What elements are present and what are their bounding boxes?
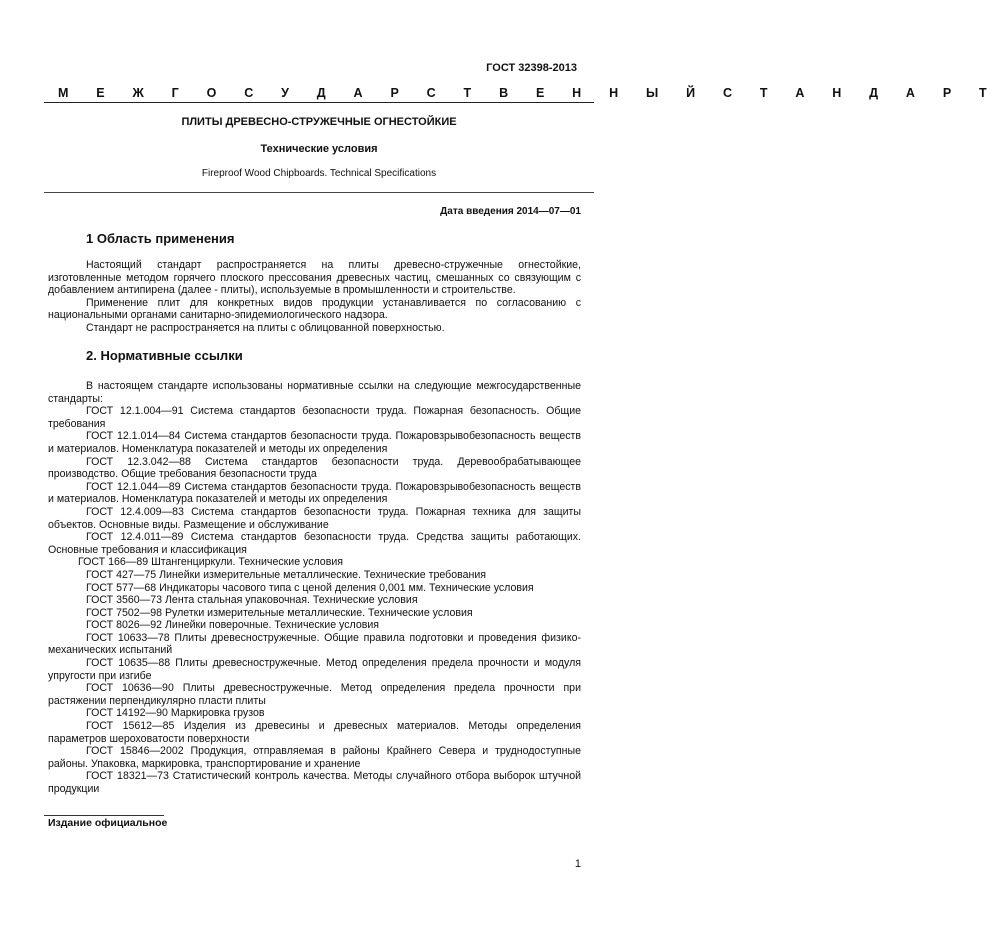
section-1-paragraph: Применение плит для конкретных видов продукции устанавливается по согласованию с национальными органами санитарно-эпидемиологического надзора. xyxy=(48,296,581,322)
reference-item: ГОСТ 12.1.014—84 Система стандартов безопасности труда. Пожаровзрывобезопасность веществ и материалов. Номенклатура показателей и методы их определения xyxy=(48,430,581,455)
reference-item: ГОСТ 18321—73 Статистический контроль качества. Методы случайного отбора выборок штучной продукции xyxy=(48,770,581,795)
official-edition-label: Издание официальное xyxy=(48,817,168,829)
reference-item: ГОСТ 10635—88 Плиты древесностружечные. Метод определения предела прочности и модуля упругости при изгибе xyxy=(48,657,581,682)
reference-item: ГОСТ 12.4.009—83 Система стандартов безопасности труда. Пожарная техника для защиты объектов. Основные виды. Размещение и обслуживание xyxy=(48,505,581,531)
reference-item: ГОСТ 12.1.044—89 Система стандартов безопасности труда. Пожаровзрывобезопасность веществ и материалов. Номенклатура показателей и методы их определения xyxy=(48,480,581,506)
section-2-intro: В настоящем стандарте использованы нормативные ссылки на следующие межгосударственные стандарты: xyxy=(48,380,581,405)
top-rule xyxy=(44,102,594,103)
reference-item: ГОСТ 3560—73 Лента стальная упаковочная. Технические условия xyxy=(86,594,418,607)
reference-item: ГОСТ 15846—2002 Продукция, отправляемая в районы Крайнего Севера и труднодоступные районы. Упаковка, маркировка, транспортирование и хранение xyxy=(48,745,581,770)
reference-item: ГОСТ 12.1.004—91 Система стандартов безопасности труда. Пожарная безопасность. Общие требования xyxy=(48,405,581,430)
footer-rule xyxy=(44,815,164,816)
document-code: ГОСТ 32398-2013 xyxy=(486,62,577,74)
section-1-body xyxy=(48,259,581,335)
reference-item: ГОСТ 577—68 Индикаторы часового типа с ценой деления 0,001 мм. Технические условия xyxy=(86,581,534,594)
standard-banner: М Е Ж Г О С У Д А Р С Т В Е Н Н Ы Й С Т А Н Д А Р Т xyxy=(58,86,999,100)
section-1-paragraph: Настоящий стандарт распространяется на плиты древесно-стружечные огнестойкие, изготовленные методом горячего плоского прессования древесных частиц, смешанных со связующим с добавлением антипирена (далее - плиты), используемые в промышленности и строительстве. xyxy=(48,259,581,297)
document-subtitle: Технические условия xyxy=(260,143,378,155)
reference-item: ГОСТ 427—75 Линейки измерительные металлические. Технические требования xyxy=(86,568,486,581)
document-title: ПЛИТЫ ДРЕВЕСНО-СТРУЖЕЧНЫЕ ОГНЕСТОЙКИЕ xyxy=(181,116,457,128)
reference-item: ГОСТ 7502—98 Рулетки измерительные металлические. Технические условия xyxy=(86,606,473,619)
section-2-heading: 2. Нормативные ссылки xyxy=(86,348,243,363)
introduction-date: Дата введения 2014—07—01 xyxy=(440,206,581,217)
title-rule xyxy=(44,192,594,193)
section-1-heading: 1 Область применения xyxy=(86,231,235,246)
reference-item: ГОСТ 14192—90 Маркировка грузов xyxy=(86,707,265,720)
section-2-body xyxy=(48,380,581,796)
reference-item: ГОСТ 10633—78 Плиты древесностружечные. Общие правила подготовки и проведения физико-механических испытаний xyxy=(48,631,581,657)
english-title: Fireproof Wood Chipboards. Technical Specifications xyxy=(201,168,437,179)
reference-item: ГОСТ 8026—92 Линейки поверочные. Технические условия xyxy=(86,619,379,632)
reference-item: ГОСТ 15612—85 Изделия из древесины и древесных материалов. Методы определения параметров шероховатости поверхности xyxy=(48,720,581,745)
reference-item: ГОСТ 12.3.042—88 Система стандартов безопасности труда. Деревообрабатывающее производство. Общие требования безопасности труда xyxy=(48,455,581,481)
reference-item: ГОСТ 10636—90 Плиты древесностружечные. Метод определения предела прочности при растяжении перпендикулярно пласти плиты xyxy=(48,682,581,707)
reference-item: ГОСТ 166—89 Штангенциркули. Технические условия xyxy=(78,556,343,569)
page-number: 1 xyxy=(574,858,581,870)
section-1-paragraph: Стандарт не распространяется на плиты с облицованной поверхностью. xyxy=(86,321,445,334)
reference-item: ГОСТ 12.4.011—89 Система стандартов безопасности труда. Средства защиты работающих. Основные требования и классификация xyxy=(48,531,581,556)
